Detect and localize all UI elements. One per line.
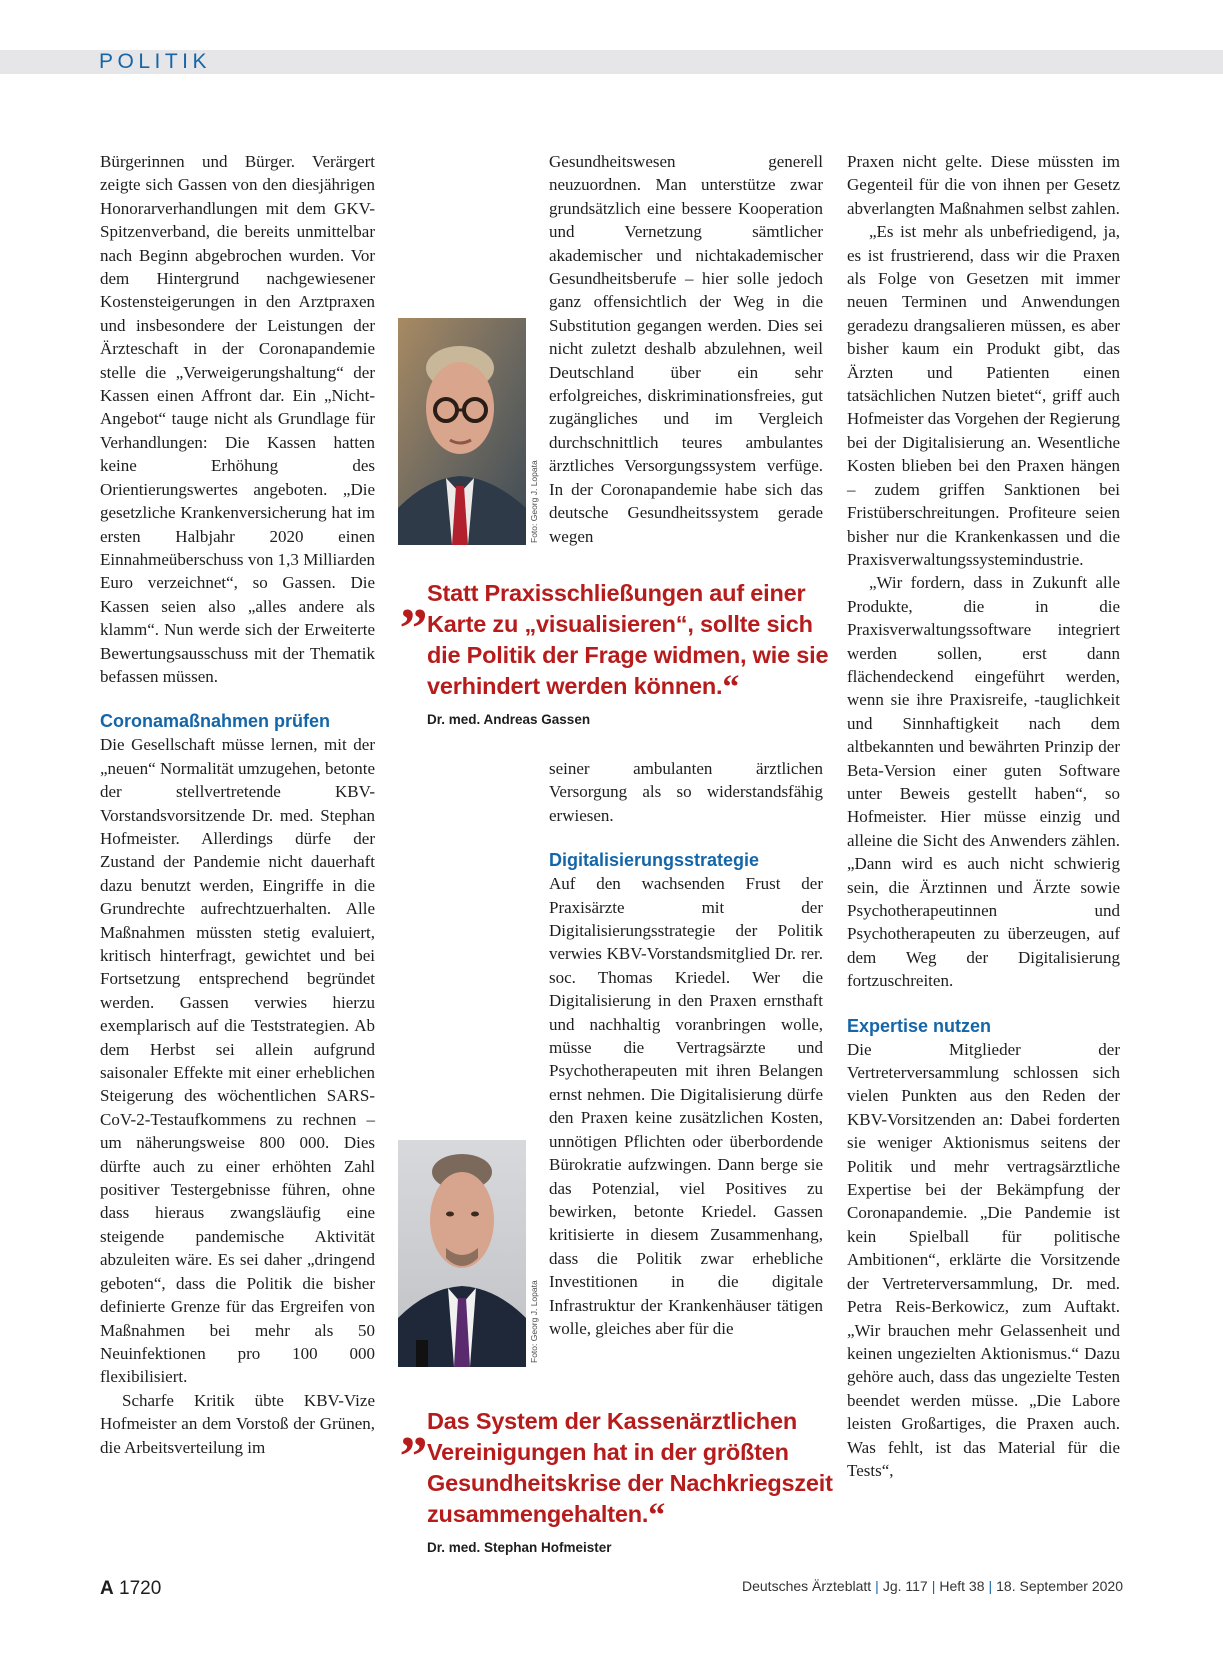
paragraph: Gesundheitswesen generell neuzuordnen. Man unterstütze zwar grundsätzlich eine bessere Kooperation und Vernetzung sämtlicher akademischer und nichtakademischer Gesundheitsberufe – hier solle jedoch ganz offensichtlich der Weg in die Substitution gegangen werden. Dies sei nicht zuletzt deshalb abzulehnen, weil Deutschland über ein sehr erfolgreiches, diskriminationsfreies, gut zugängliches und im Vergleich durchschnittlich teures ambulantes ärztliches Versorgungssystem verfüge. In der Coronapandemie habe sich das deutsche Gesundheitssystem gerade wegen (549, 152, 823, 546)
paragraph: Bürgerinnen und Bürger. Verärgert zeigte sich Gassen von den diesjährigen Honorarverhandlungen mit dem GKV-Spitzenverband, die bereits unmittelbar nach Beginn abgebrochen wurden. Vor dem Hintergrund nachgewiesener Kostensteigerungen in den Arztpraxen und insbesondere der Leistungen der Ärzteschaft in der Coronapandemie stelle die „Verweigerungshaltung“ der Kassen einen Affront dar. Ein „Nicht-Angebot“ tauge nicht als Grundlage für Verhandlungen: Die Kassen hatten keine Erhöhung des Orientierungswertes angeboten. „Die gesetzliche Krankenversicherung hat im ersten Halbjahr 2020 einen Einnahmeüberschuss von 1,3 Milliarden Euro verzeichnet“, so Gassen. Die Kassen seien also „alles andere als klamm“. Nun werde sich der Erweiterte Bewertungsausschuss mit der Thematik befassen müssen. (100, 152, 375, 686)
quote-close-mark: “ (648, 1497, 666, 1534)
paragraph: Scharfe Kritik übte KBV-Vize Hofmeister an dem Vorstoß der Grünen, die Arbeitsverteilung im (100, 1390, 375, 1457)
pull-quote (400, 569, 840, 727)
issue-info (742, 1578, 1123, 1594)
quote-open-mark: „ (400, 569, 428, 631)
article-column-3 (847, 150, 1120, 1482)
photo-credit: Foto: Georg J. Lopata (529, 1280, 539, 1363)
separator: | (988, 1578, 993, 1594)
subheading: Coronamaßnahmen prüfen (100, 711, 331, 732)
article-column-2-top (549, 150, 823, 548)
pull-quote-body: Statt Praxisschließungen auf einer Karte zu „visualisieren“, sollte sich die Politik der Frage widmen, wie sie verhindert werden können. (427, 580, 829, 699)
pull-quote-text (427, 578, 840, 706)
paragraph: „Es ist mehr als unbefriedigend, ja, es ist frustrierend, dass wir die Praxen als Folge von Gesetzen mit immer neuen Terminen und Anwendungen geradezu drangsalieren müssen, es aber bisher kaum ein Produkt gibt, das Ärzten und Patienten einen tatsächlichen Nutzen bietet“, griff auch Hofmeister das Vorgehen der Regierung bei der Digitalisierung an. Wesentliche Kosten blieben bei den Praxen hängen – zudem griffen Sanktionen bei Fristüberschreitungen. Profiteure seien bisher nur die Krankenkassen und die Praxisverwaltungssystemindustrie. (847, 222, 1120, 569)
subheading: Digitalisierungsstrategie (549, 850, 760, 871)
paragraph: Auf den wachsenden Frust der Praxisärzte mit der Digitalisierungsstrategie der Politik verwies KBV-Vorstandsmitglied Dr. rer. soc. Thomas Kriedel. Wer die Digitalisierung in den Praxen ernsthaft und nachhaltig voranbringen wolle, müsse die Vertragsärzte und Psychotherapeuten mit ihren Belangen ernst nehmen. Die Digitalisierung dürfe den Praxen keine zusätzlichen Kosten, unnötigen Pflichten oder überbordende Bürokratie aufzwingen. Dann berge sie das Potenzial, viel Positives zu bewirken, betonte Kriedel. Gassen kritisierte in diesem Zusammenhang, dass die Politik zwar erhebliche Investitionen in die digitale Infrastruktur der Krankenhäuser tätigen wolle, gleiches aber für die (549, 874, 823, 1338)
pull-quote-author: Dr. med. Andreas Gassen (427, 712, 591, 727)
page-number (100, 1578, 161, 1600)
paragraph: Die Mitglieder der Vertreterversammlung schlossen sich vielen Punkten aus den Reden der KBV-Vorsitzenden an: Dabei forderten sie weniger Aktionismus seitens der Politik und mehr vertragsärztliche Expertise bei der Bekämpfung der Coronapandemie. „Die Pandemie ist kein Spielball für politische Ambitionen“, erklärte die Vorsitzende der Vertreterversammlung, Dr. med. Petra Reis-Berkowicz, zum Auftakt. „Wir brauchen mehr Gelassenheit und keinen ungezielten Aktionismus.“ Dazu gehöre auch, dass das ungezielte Testen beendet werden müsse. „Die Labore leisten Großartiges, die Praxen auch. Was fehlt, ist das Material für die Tests“, (847, 1039, 1120, 1480)
quote-open-mark: „ (400, 1397, 428, 1459)
pull-quote-author: Dr. med. Stephan Hofmeister (427, 1540, 612, 1555)
separator: | (875, 1578, 879, 1594)
paragraph: Praxen nicht gelte. Diese müssten im Gegenteil für die von ihnen per Gesetz abverlangten Maßnahmen selbst zahlen. (847, 152, 1120, 218)
page-number-value: 1720 (119, 1578, 162, 1599)
portrait-photo-gassen (398, 318, 526, 545)
section-label: POLITIK (99, 50, 212, 73)
photo-credit: Foto: Georg J. Lopata (529, 460, 539, 543)
paragraph: „Wir fordern, dass in Zukunft alle Produkte, die in die Praxisverwaltungssoftware integriert werden sollen, erst dann flächendeckend eingeführt werden, wenn sie ihre Praxisreife, -tauglichkeit und Sinnhaftigkeit nach dem altbekannten und bewährten Prinzip der Beta-Version einer guten Software unter Beweis gestellt haben“, so Hofmeister. Hier müsse einzig und alleine die Sicht des Anwenders zählen. „Dann wird es auch nicht schwierig sein, die Ärztinnen und Ärzte sowie Psychotherapeutinnen und Psychotherapeuten zu überzeugen, auf dem Weg der Digitalisierung fortzuschreiten. (847, 573, 1120, 991)
paragraph: seiner ambulanten ärztlichen Versorgung als so widerstandsfähig erwiesen. (549, 759, 823, 825)
page-prefix: A (100, 1578, 114, 1599)
volume: Jg. 117 (882, 1578, 928, 1594)
issue-date: 18. September 2020 (996, 1578, 1123, 1594)
pull-quote (400, 1397, 840, 1555)
pull-quote-body: Das System der Kassenärztlichen Vereinigungen hat in der größten Gesundheitskrise der Nachkriegszeit zusammengehalten. (427, 1408, 833, 1527)
article-column-2-bottom (549, 757, 823, 1340)
pull-quote-text (427, 1406, 840, 1534)
article-column-1 (100, 150, 375, 1459)
issue-number: Heft 38 (939, 1578, 985, 1594)
paragraph: Die Gesellschaft müsse lernen, mit der „neuen“ Normalität umzugehen, betonte der stellvertretende KBV-Vorstandsvorsitzende Dr. med. Stephan Hofmeister. Allerdings dürfe der Zustand der Pandemie nicht dauerhaft dazu benutzt werden, Eingriffe in die Grundrechte aufrechtzuerhalten. Alle Maßnahmen müssten stetig evaluiert, kritisch hinterfragt, gewichtet und bei Fortsetzung entsprechend begründet werden. Gassen verwies hierzu exemplarisch auf die Teststrategien. Ab dem Herbst sei allein aufgrund saisonaler Effekte mit einer erheblichen Steigerung des wöchentlichen SARS-CoV-2-Testaufkommens zu rechnen – um näherungsweise 800 000. Dies dürfte auch zu einer erhöhten Zahl positiver Testergebnisse führen, ohne dass hieraus zwangsläufig eine steigende pandemische Aktivität abzuleiten wäre. Es sei daher „dringend geboten“, dass die Politik die bisher definierte Grenze für das Ergreifen von Maßnahmen bei mehr als 50 Neuinfektionen pro 100 000 flexibilisiert. (100, 735, 375, 1387)
portrait-photo-hofmeister (398, 1140, 526, 1367)
subheading: Expertise nutzen (847, 1015, 992, 1036)
publication-name: Deutsches Ärzteblatt (742, 1578, 872, 1594)
separator: | (931, 1578, 936, 1594)
quote-close-mark: “ (722, 669, 740, 706)
